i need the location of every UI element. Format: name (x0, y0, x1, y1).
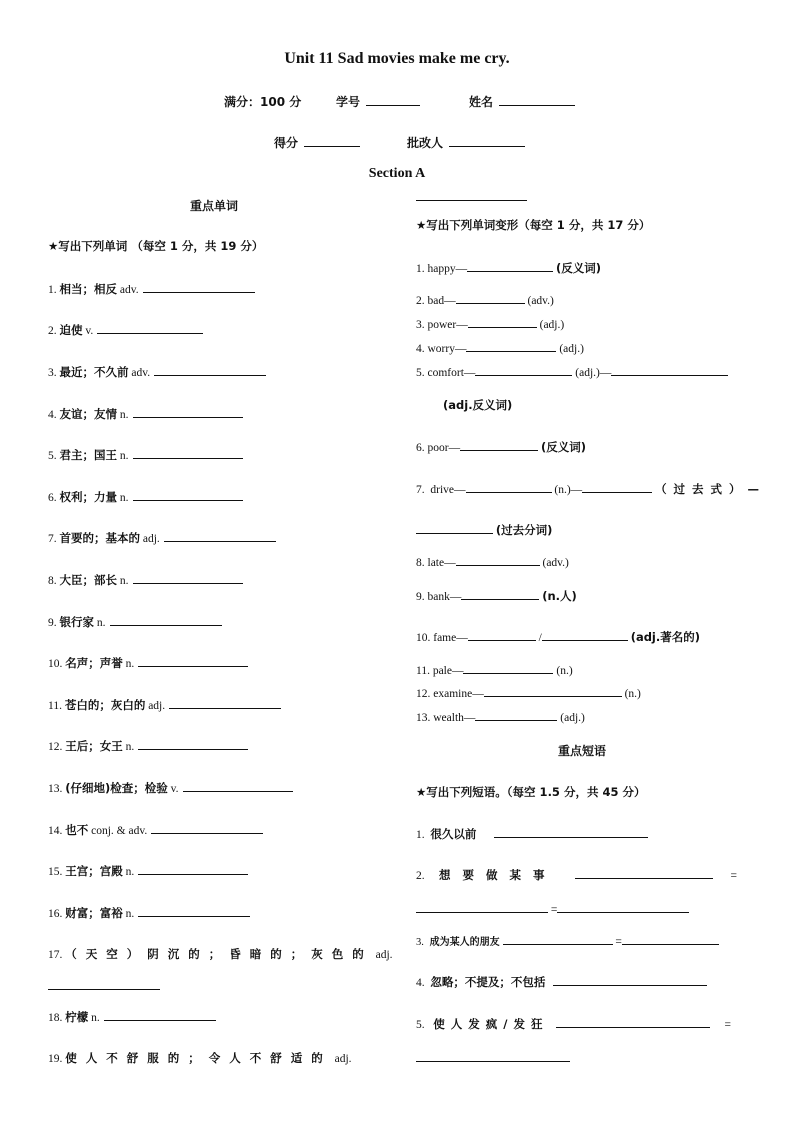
score-field (274, 134, 360, 151)
form-blank-5a[interactable] (475, 364, 572, 376)
vocab-chinese: 也不 (65, 823, 89, 837)
vocab-chinese: 君主；国王 (59, 448, 117, 462)
form-item-5-note: (adj.反义词) (443, 398, 513, 412)
phrase-blank-2b[interactable] (416, 901, 548, 913)
form-blank-13[interactable] (475, 709, 557, 721)
vocab-num: 9. (48, 617, 57, 629)
vocab-chinese: (仔细地)检查；检验 (65, 781, 168, 795)
vocab-item-8 (48, 572, 243, 588)
left-instruction-rest: （每空 1 分，共 19 分） (131, 239, 264, 253)
vocab-chinese: 财富；富裕 (65, 906, 123, 920)
form-item-9: 9. bank— (n.人) (416, 589, 577, 603)
vocab-num: 11. (48, 700, 62, 712)
form-blank-10a[interactable] (468, 629, 536, 641)
vocab-item-13 (48, 780, 293, 796)
vocab-chinese: 权利；力量 (59, 490, 117, 504)
name-blank[interactable] (499, 93, 575, 106)
vocab-num: 18. (48, 1012, 63, 1024)
vocab-chinese: 柠檬 (65, 1010, 89, 1024)
vocab-item-6 (48, 489, 243, 505)
form-blank-3[interactable] (468, 316, 537, 328)
vocab-item-1 (48, 281, 255, 297)
form-item-6: 6. poor— (反义词) (416, 440, 586, 454)
vocab-item-10 (48, 655, 248, 671)
vocab-pos: n. (125, 741, 135, 753)
vocab-num: 3. (48, 367, 57, 379)
vocab-blank-4[interactable] (133, 406, 243, 418)
form-blank-8[interactable] (456, 554, 540, 566)
form-blank-7b[interactable] (582, 481, 652, 493)
phrase-item-2-cont: = (416, 901, 689, 916)
vocab-pos: adj. (148, 700, 166, 712)
vocab-chinese: （天空）阴沉的；昏暗的；灰色的 (65, 947, 373, 961)
vocab-pos: conj. & adv. (91, 825, 148, 837)
form-item-7-cont: (过去分词) (416, 522, 552, 538)
vocab-chinese: 最近；不久前 (59, 365, 129, 379)
vocab-chinese: 首要的；基本的 (59, 531, 140, 545)
form-item-5: 5. comfort— (adj.)— (416, 364, 728, 379)
vocab-item-4 (48, 406, 243, 422)
form-blank-11[interactable] (463, 662, 553, 674)
phrase-blank-5b[interactable] (416, 1050, 570, 1062)
left-heading: 重点单词 (190, 199, 239, 213)
vocab-num: 19. (48, 1053, 63, 1065)
vocab-num: 4. (48, 409, 57, 421)
form-item-3: 3. power— (adj.) (416, 316, 564, 331)
vocab-num: 14. (48, 825, 63, 837)
vocab-item-7 (48, 530, 276, 546)
phrase-blank-3b[interactable] (622, 933, 719, 945)
vocab-item-16 (48, 905, 250, 921)
form-item-11: 11. pale— (n.) (416, 662, 573, 677)
vocab-item-2 (48, 322, 203, 338)
vocab-num: 8. (48, 575, 57, 587)
vocab-item-17 (48, 946, 393, 962)
vocab-pos: n. (125, 658, 135, 670)
vocab-num: 16. (48, 908, 63, 920)
form-blank-12[interactable] (484, 685, 622, 697)
vocab-pos: n. (91, 1012, 100, 1024)
vocab-num: 17. (48, 949, 63, 961)
right-instruction: ★写出下列单词变形（每空 1 分，共 17 分） (416, 218, 651, 232)
student-no-blank[interactable] (366, 93, 420, 106)
phrase-item-3: 3. 成为某人的朋友 = (416, 933, 719, 948)
vocab-blank-14[interactable] (151, 822, 263, 834)
vocab-blank-3[interactable] (154, 364, 266, 376)
grader-field (407, 134, 525, 151)
vocab-pos: n. (119, 450, 129, 462)
phrase-blank-2a[interactable] (575, 867, 713, 879)
form-blank-6[interactable] (460, 439, 538, 451)
phrase-blank-5a[interactable] (556, 1016, 710, 1028)
vocab-chinese: 迫使 (59, 323, 83, 337)
vocab-chinese: 使人不舒服的；令人不舒适的 (65, 1051, 332, 1065)
vocab-blank-11[interactable] (169, 697, 281, 709)
phrases-instruction: ★写出下列短语。（每空 1.5 分，共 45 分） (416, 785, 646, 799)
vocab-chinese: 友谊；友情 (59, 407, 117, 421)
vocab-num: 10. (48, 658, 63, 670)
phrase-blank-1[interactable] (494, 826, 648, 838)
vocab-item-11 (48, 697, 281, 713)
form-blank-7c[interactable] (416, 522, 493, 534)
vocab-pos: n. (119, 575, 129, 587)
form-blank-9[interactable] (461, 588, 539, 600)
grader-label: 批改人 (407, 136, 444, 150)
vocab-blank-5[interactable] (133, 447, 243, 459)
vocab-blank-10[interactable] (138, 655, 248, 667)
vocab-pos: n. (125, 866, 135, 878)
vocab-blank-17[interactable] (48, 989, 160, 990)
form-item-13: 13. wealth— (adj.) (416, 709, 585, 724)
vocab-pos: adv. (119, 284, 139, 296)
vocab-num: 7. (48, 533, 57, 545)
vocab-item-14 (48, 822, 263, 838)
vocab-chinese: 王后；女王 (65, 739, 123, 753)
vocab-item-9 (48, 614, 222, 630)
vocab-num: 15. (48, 866, 63, 878)
form-item-10: 10. fame— / (adj.著名的) (416, 630, 701, 644)
full-score-label: 满分：100 分 (224, 95, 302, 109)
vocab-blank-1[interactable] (143, 281, 255, 293)
phrase-blank-4[interactable] (553, 974, 707, 986)
phrase-item-1: 1. 很久以前 (416, 826, 648, 842)
vocab-num: 13. (48, 783, 63, 795)
phrase-item-4: 4. 忽略；不提及；不包括 (416, 974, 707, 990)
vocab-chinese: 苍白的；灰白的 (64, 698, 146, 712)
vocab-item-19 (48, 1050, 352, 1066)
vocab-item-3 (48, 364, 266, 380)
form-item-4: 4. worry— (adj.) (416, 340, 584, 355)
vocab-num: 2. (48, 325, 57, 337)
vocab-num: 1. (48, 284, 57, 296)
vocab-pos: v. (170, 783, 179, 795)
vocab-blank-13[interactable] (183, 780, 293, 792)
phrase-blank-3a[interactable] (503, 933, 613, 945)
form-item-2: 2. bad— (adv.) (416, 292, 554, 307)
vocab-chinese: 大臣；部长 (59, 573, 117, 587)
top-answer-blank[interactable] (416, 200, 527, 201)
student-no-field (336, 93, 420, 110)
vocab-pos: n. (125, 908, 135, 920)
vocab-pos: n. (119, 492, 129, 504)
vocab-blank-8[interactable] (133, 572, 243, 584)
vocab-pos: adj. (375, 949, 393, 961)
phrase-item-5-cont (416, 1050, 570, 1065)
vocab-chinese: 相当；相反 (59, 282, 117, 296)
vocab-chinese: 银行家 (59, 615, 94, 629)
phrase-blank-2c[interactable] (557, 901, 689, 913)
vocab-blank-18[interactable] (104, 1009, 216, 1021)
vocab-chinese: 名声；声誉 (65, 656, 123, 670)
section-title: Section A (368, 166, 426, 181)
form-item-12: 12. examine— (n.) (416, 685, 641, 700)
form-blank-2[interactable] (456, 292, 525, 304)
form-blank-4[interactable] (466, 340, 556, 352)
form-blank-5b[interactable] (611, 364, 728, 376)
vocab-item-15 (48, 863, 248, 879)
form-item-8: 8. late— (adv.) (416, 554, 569, 569)
vocab-chinese: 王宫；宫殿 (65, 864, 123, 878)
form-blank-7a[interactable] (466, 481, 552, 493)
page-title: Unit 11 Sad movies make me cry. (284, 50, 510, 67)
vocab-num: 5. (48, 450, 57, 462)
vocab-pos: adj. (334, 1053, 352, 1065)
student-no-label: 学号 (336, 95, 361, 109)
form-item-1: 1. happy— (反义词) (416, 261, 601, 275)
vocab-item-18 (48, 1009, 216, 1025)
vocab-num: 12. (48, 741, 63, 753)
vocab-blank-15[interactable] (138, 863, 248, 875)
vocab-blank-16[interactable] (138, 905, 250, 917)
score-label: 得分 (274, 136, 299, 150)
vocab-blank-2[interactable] (97, 322, 203, 334)
vocab-blank-6[interactable] (133, 489, 243, 501)
grader-blank[interactable] (449, 134, 525, 147)
name-label: 姓名 (469, 95, 494, 109)
vocab-blank-12[interactable] (138, 738, 248, 750)
left-instruction (48, 238, 263, 254)
vocab-blank-7[interactable] (164, 530, 276, 542)
vocab-num: 6. (48, 492, 57, 504)
phrase-item-5: 5. 使人发疯/发狂 = (416, 1017, 731, 1031)
name-field (469, 93, 575, 110)
form-blank-1[interactable] (467, 260, 553, 272)
vocab-item-12 (48, 738, 248, 754)
form-blank-10b[interactable] (542, 629, 628, 641)
form-item-7: 7. drive— (n.)— （过去式）— (416, 482, 767, 496)
phrases-heading: 重点短语 (558, 744, 607, 758)
vocab-pos: adv. (131, 367, 151, 379)
phrase-item-2: 2. 想要做某事 = (416, 868, 737, 882)
vocab-pos: n. (96, 617, 106, 629)
vocab-pos: v. (85, 325, 94, 337)
vocab-pos: adj. (142, 533, 160, 545)
left-instruction-star: ★写出下列单词 (48, 239, 128, 253)
score-blank[interactable] (304, 134, 360, 147)
vocab-item-5 (48, 447, 243, 463)
vocab-pos: n. (119, 409, 129, 421)
vocab-blank-9[interactable] (110, 614, 222, 626)
